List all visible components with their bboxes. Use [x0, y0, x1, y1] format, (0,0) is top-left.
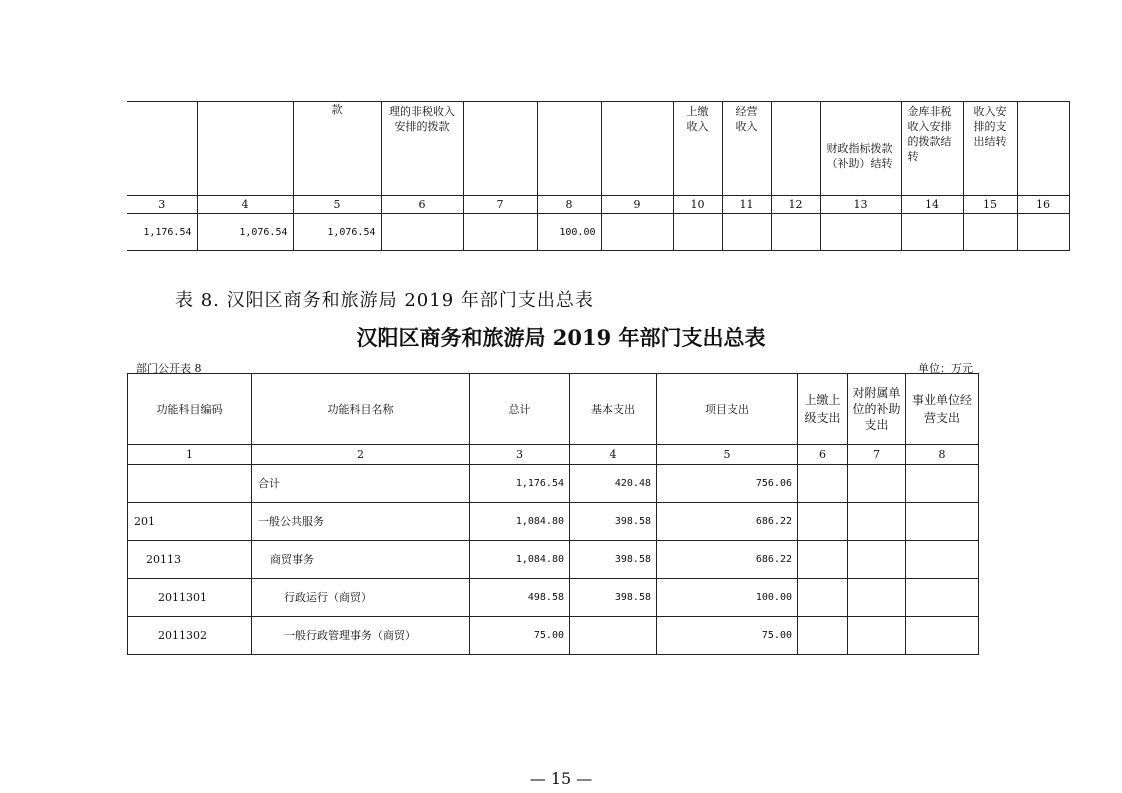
header-cell: 金库非税收入安排的拨款结转 — [901, 102, 963, 196]
basic-cell: 398.58 — [570, 503, 657, 541]
col-number: 7 — [848, 445, 906, 465]
empty-cell — [906, 503, 979, 541]
empty-cell — [798, 465, 848, 503]
header-project: 项目支出 — [657, 374, 798, 445]
col-number: 11 — [722, 196, 771, 214]
project-cell: 686.22 — [657, 541, 798, 579]
header-basic: 基本支出 — [570, 374, 657, 445]
header-subsidy: 对附属单位的补助支出 — [848, 374, 906, 445]
table-row — [128, 541, 979, 579]
col-number: 16 — [1017, 196, 1069, 214]
col-number: 9 — [601, 196, 673, 214]
header-upper: 上缴上级支出 — [798, 374, 848, 445]
value-cell: 100.00 — [537, 214, 601, 251]
empty-cell — [848, 541, 906, 579]
total-cell: 1,084.80 — [470, 503, 570, 541]
name-cell: 一般行政管理事务（商贸） — [252, 617, 470, 655]
empty-cell — [798, 617, 848, 655]
value-cell — [820, 214, 901, 251]
header-cell: 理的非税收入安排的拨款 — [381, 102, 463, 196]
basic-cell: 398.58 — [570, 541, 657, 579]
header-cell: 上缴收入 — [673, 102, 722, 196]
empty-cell — [848, 579, 906, 617]
code-cell: 2011301 — [128, 579, 252, 617]
page-title: 汉阳区商务和旅游局 2019 年部门支出总表 — [356, 325, 766, 350]
header-cell — [463, 102, 537, 196]
header-cell — [127, 102, 197, 196]
total-cell: 498.58 — [470, 579, 570, 617]
value-cell: 1,076.54 — [197, 214, 293, 251]
header-cell: 款 — [293, 102, 381, 196]
header-cell — [1017, 102, 1069, 196]
col-number: 1 — [128, 445, 252, 465]
value-cell — [963, 214, 1017, 251]
empty-cell — [798, 503, 848, 541]
col-number: 14 — [901, 196, 963, 214]
empty-cell — [906, 541, 979, 579]
header-cell — [197, 102, 293, 196]
empty-cell — [906, 579, 979, 617]
table-id-label: 部门公开表 8 — [136, 362, 202, 375]
col-number: 4 — [197, 196, 293, 214]
col-number: 5 — [293, 196, 381, 214]
table-row — [128, 503, 979, 541]
header-cell — [771, 102, 820, 196]
header-cell — [601, 102, 673, 196]
value-cell — [463, 214, 537, 251]
value-cell — [601, 214, 673, 251]
value-cell — [381, 214, 463, 251]
value-cell — [771, 214, 820, 251]
project-cell: 100.00 — [657, 579, 798, 617]
value-cell — [673, 214, 722, 251]
value-cell: 1,076.54 — [293, 214, 381, 251]
col-number: 15 — [963, 196, 1017, 214]
value-cell — [1017, 214, 1069, 251]
name-cell: 合计 — [252, 465, 470, 503]
name-cell: 行政运行（商贸） — [252, 579, 470, 617]
code-cell: 20113 — [128, 541, 252, 579]
header-cell: 经营收入 — [722, 102, 771, 196]
header-name: 功能科目名称 — [252, 374, 470, 445]
table-row — [128, 579, 979, 617]
empty-cell — [798, 541, 848, 579]
col-number: 8 — [906, 445, 979, 465]
empty-cell — [848, 465, 906, 503]
col-number: 4 — [570, 445, 657, 465]
col-number: 8 — [537, 196, 601, 214]
value-cell: 1,176.54 — [127, 214, 197, 251]
table-row — [128, 465, 979, 503]
header-cell: 收入安排的支出结转 — [963, 102, 1017, 196]
code-cell: 201 — [128, 503, 252, 541]
col-number: 5 — [657, 445, 798, 465]
header-operating: 事业单位经营支出 — [906, 374, 979, 445]
expense-summary-table — [127, 373, 979, 655]
empty-cell — [798, 579, 848, 617]
col-number: 7 — [463, 196, 537, 214]
income-table-continued — [127, 101, 1070, 251]
project-cell: 686.22 — [657, 503, 798, 541]
col-number: 3 — [470, 445, 570, 465]
value-cell — [901, 214, 963, 251]
col-number: 3 — [127, 196, 197, 214]
total-cell: 75.00 — [470, 617, 570, 655]
name-cell: 商贸事务 — [252, 541, 470, 579]
empty-cell — [906, 465, 979, 503]
col-number: 13 — [820, 196, 901, 214]
col-number: 6 — [381, 196, 463, 214]
header-cell — [537, 102, 601, 196]
header-cell: 财政指标拨款（补助）结转 — [820, 102, 901, 196]
empty-cell — [848, 617, 906, 655]
total-cell: 1,084.80 — [470, 541, 570, 579]
basic-cell — [570, 617, 657, 655]
basic-cell: 398.58 — [570, 579, 657, 617]
empty-cell — [848, 503, 906, 541]
table-row — [128, 617, 979, 655]
project-cell: 75.00 — [657, 617, 798, 655]
basic-cell: 420.48 — [570, 465, 657, 503]
col-number: 12 — [771, 196, 820, 214]
col-number: 10 — [673, 196, 722, 214]
header-total: 总计 — [470, 374, 570, 445]
header-code: 功能科目编码 — [128, 374, 252, 445]
unit-label: 单位：万元 — [918, 362, 973, 375]
project-cell: 756.06 — [657, 465, 798, 503]
code-cell: 2011302 — [128, 617, 252, 655]
table-caption: 表 8. 汉阳区商务和旅游局 2019 年部门支出总表 — [175, 290, 594, 311]
empty-cell — [906, 617, 979, 655]
col-number: 2 — [252, 445, 470, 465]
total-cell: 1,176.54 — [470, 465, 570, 503]
value-cell — [722, 214, 771, 251]
name-cell: 一般公共服务 — [252, 503, 470, 541]
code-cell — [128, 465, 252, 503]
page-number: — 15 — — [529, 769, 593, 788]
col-number: 6 — [798, 445, 848, 465]
